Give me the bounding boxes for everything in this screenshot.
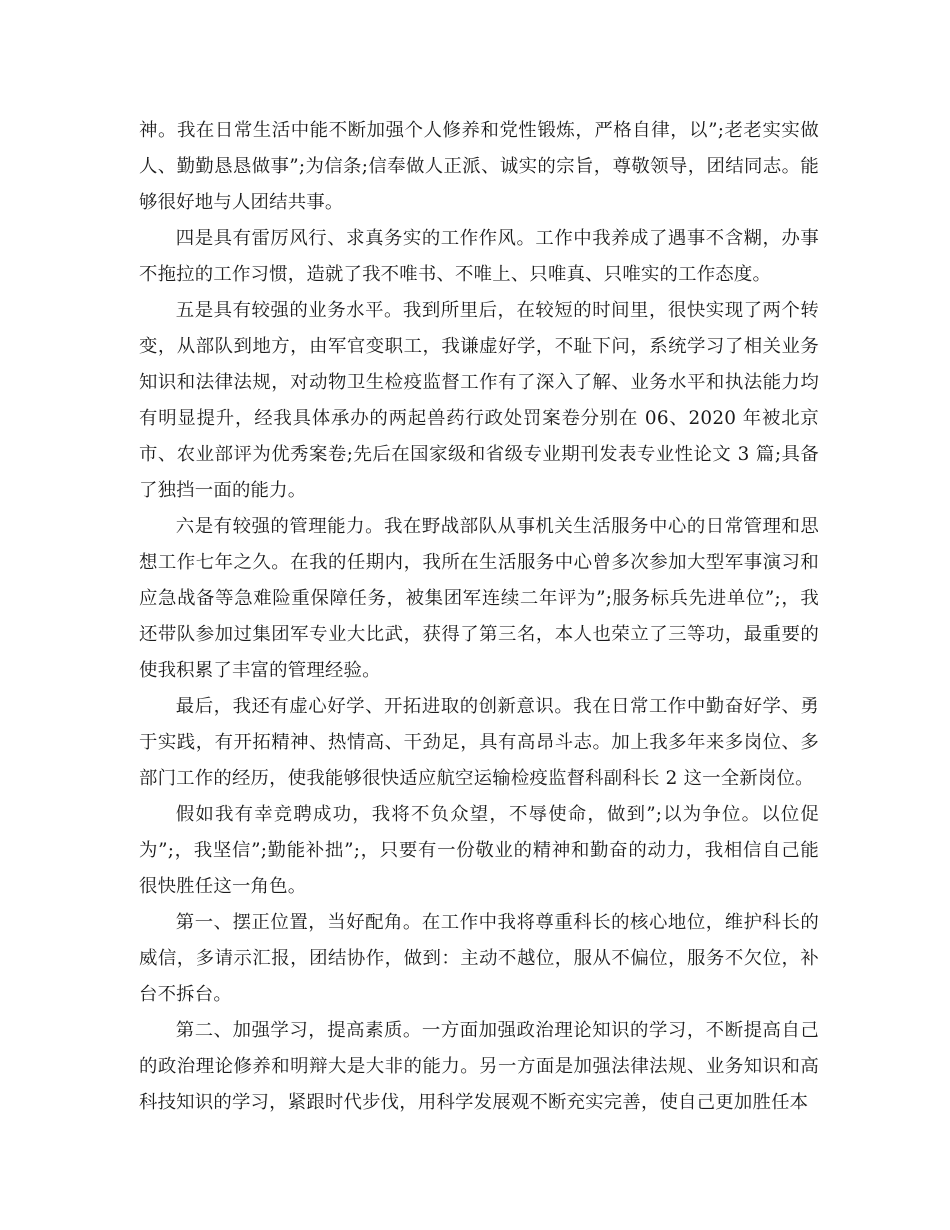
paragraph-second-point: 第二、加强学习，提高素质。一方面加强政治理论知识的学习，不断提高自己的政治理论修养和明辩大是大非的能力。另一方面是加强法律法规、业务知识和高科技知识的学习，紧跟时代步伐，用科学发展观不断充实完善，使自己更加胜任本 — [139, 1020, 819, 1113]
document-body — [139, 113, 819, 1121]
paragraph-commitment: 假如我有幸竞聘成功，我将不负众望，不辱使命，做到”;以为争位。以位促为”;，我坚信”;勤能补拙”;，只要有一份敬业的精神和勤奋的动力，我相信自己能很快胜任这一角色。 — [139, 804, 819, 897]
paragraph-first-point: 第一、摆正位置，当好配角。在工作中我将尊重科长的核心地位，维护科长的威信，多请示汇报，团结协作，做到：主动不越位，服从不偏位，服务不欠位，补台不拆台。 — [139, 912, 819, 1005]
paragraph-management-ability: 六是有较强的管理能力。我在野战部队从事机关生活服务中心的日常管理和思想工作七年之久。在我的任期内，我所在生活服务中心曾多次参加大型军事演习和应急战备等急难险重保障任务，被集团军连续二年评为”;服务标兵先进单位”;，我还带队参加过集团军专业大比武，获得了第三名，本人也荣立了三等功，最重要的使我积累了丰富的管理经验。 — [139, 516, 819, 681]
paragraph-innovation: 最后，我还有虚心好学、开拓进取的创新意识。我在日常工作中勤奋好学、勇于实践，有开拓精神、热情高、干劲足，具有高昂斗志。加上我多年来多岗位、多部门工作的经历，使我能够很快适应航空运输检疫监督科副科长 2 这一全新岗位。 — [139, 696, 819, 789]
paragraph-work-style: 四是具有雷厉风行、求真务实的工作作风。工作中我养成了遇事不含糊，办事不拖拉的工作习惯，造就了我不唯书、不唯上、只唯真、只唯实的工作态度。 — [139, 228, 819, 285]
paragraph-continuation: 神。我在日常生活中能不断加强个人修养和党性锻炼，严格自律，以”;老老实实做人、勤勤恳恳做事”;为信条;信奉做人正派、诚实的宗旨，尊敬领导，团结同志。能够很好地与人团结共事。 — [139, 120, 819, 213]
paragraph-business-level: 五是具有较强的业务水平。我到所里后，在较短的时间里，很快实现了两个转变，从部队到地方，由军官变职工，我谦虚好学，不耻下问，系统学习了相关业务知识和法律法规，对动物卫生检疫监督工作有了深入了解、业务水平和执法能力均有明显提升，经我具体承办的两起兽药行政处罚案卷分别在 06、2020 年被北京市、农业部评为优秀案卷;先后在国家级和省级专业期刊发表专业性论文 3 篇;具备了独挡一面的能力。 — [139, 300, 819, 501]
